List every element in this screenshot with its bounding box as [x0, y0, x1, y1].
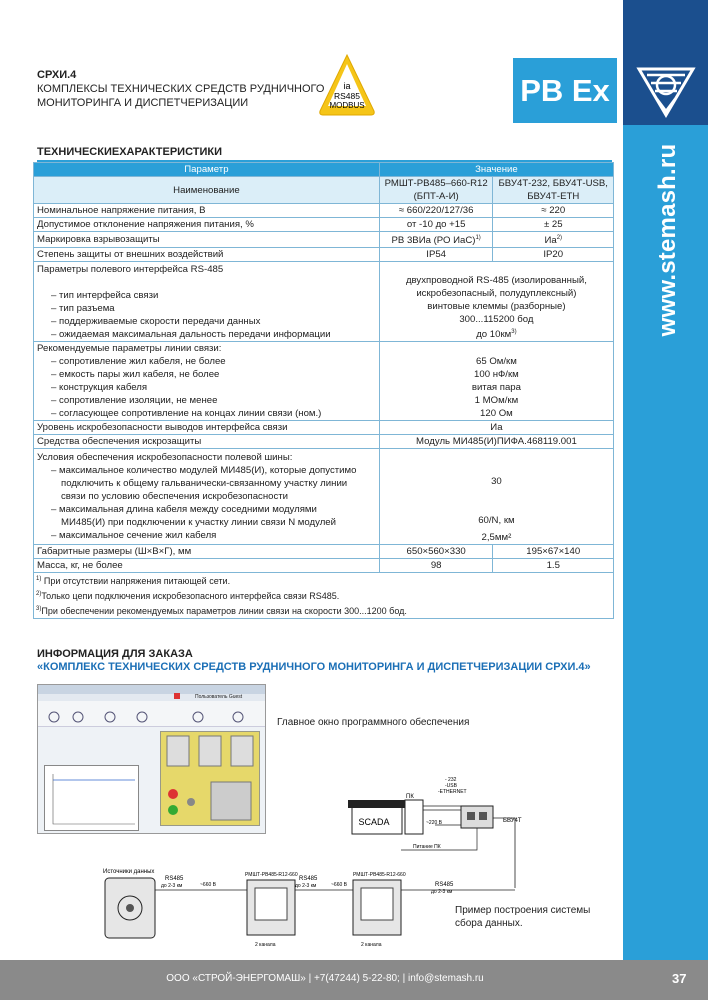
pc-tower-icon: [405, 800, 423, 834]
col-value-header: Значение: [379, 163, 613, 177]
col-param-header: Параметр: [34, 163, 380, 177]
badge-line-2: RS485: [334, 91, 360, 101]
product-code: СРХИ.4: [37, 69, 77, 81]
table-row: Габаритные размеры (Ш×В×Г), мм 650×560×330 195×67×140: [34, 545, 614, 559]
table-header-row: [34, 163, 614, 177]
table-row: Масса, кг, не более 98 1.5: [34, 559, 614, 573]
category-label: PB Ex: [520, 72, 610, 108]
badge-line-3: MODBUS: [329, 101, 365, 110]
table-row: Параметры полевого интерфейса RS-485 – тип интерфейса связи – тип разъема – поддерживаемые скорости передачи данных – ожидаемая максимальная дальность передачи информации двухпроводной RS-485 (изолированный, искробезопасный, полудуплексный) винтовые клеммы (разборные) 300...115200 бод до $10км^{3)}$: [34, 262, 614, 342]
iface-232-label: - 232: [445, 777, 457, 783]
table-row: [34, 177, 614, 204]
category-block: [513, 58, 617, 123]
name-label: Наименование: [34, 177, 380, 204]
v660-label-1: ~660 В: [200, 882, 216, 888]
ordering-subtitle: «КОМПЛЕКС ТЕХНИЧЕСКИХ СРЕДСТВ РУДНИЧНОГО МОНИТОРИНГА И ДИСПЕТЧЕРИЗАЦИИ СРХИ.4»: [37, 661, 591, 673]
table-row: Рекомендуемые параметры линии связи: – сопротивление жил кабеля, не более – емкость пары жил кабеля, не более – конструкция кабеля – сопротивление изоляции, не менее – согласующее сопротивление на концах линии связи (ном.) 65 Ом/км 100 нФ/км витая пара 1 МОм/км 120 Ом: [34, 342, 614, 421]
header-title-line-2: МОНИТОРИНГА И ДИСПЕТЧЕРИЗАЦИИ: [37, 97, 249, 109]
rs485-label-1: RS485: [165, 876, 184, 882]
rmsht-label-1: РМШТ-РВ485-R12-660: [245, 872, 298, 878]
bvu4t-label: БВУ4Т: [503, 818, 522, 824]
badge-line-1: ia: [343, 81, 351, 91]
footnotes-row: $^{1)}$ При отсутствии напряжения питающей сети. $^{2)}$Только цепи подключения искробезопасного интерфейса связи RS485. $^{3)}$При обеспечении рекомендуемых параметров линии связи на скорости 300...1200 бод.: [34, 573, 614, 619]
table-row: Маркировка взрывозащиты РВ 3ВИа (РО ИаС)$^{1)}$ $Иа^{2)}$: [34, 232, 614, 248]
specs-title: ТЕХНИЧЕСКИЕХАРАКТЕРИСТИКИ: [37, 146, 223, 158]
channels-label-2: 2 канала: [361, 942, 382, 948]
pc-label: ПК: [406, 794, 414, 800]
table-row: Допустимое отклонение напряжения питания, % от -10 до +15 ± 25: [34, 218, 614, 232]
website-vertical: [654, 143, 681, 337]
ordering-title: ИНФОРМАЦИЯ ДЛЯ ЗАКАЗА: [37, 648, 193, 660]
screenshot-status-icon: [174, 693, 180, 699]
table-row: Уровень искробезопасности выводов интерфейса связи Иа: [34, 421, 614, 435]
ia-rs485-modbus-badge: [316, 51, 378, 119]
screenshot-caption: Главное окно программного обеспечения: [277, 717, 470, 728]
header-title-line-1: КОМПЛЕКСЫ ТЕХНИЧЕСКИХ СРЕДСТВ РУДНИЧНОГО: [37, 83, 325, 95]
upto-label-1: до 2-3 км: [161, 883, 183, 889]
table-row: Степень защиты от внешних воздействий IP54 IP20: [34, 248, 614, 262]
example-caption: Пример построения системы сбора данных.: [455, 905, 591, 929]
footer-address[interactable]: ООО «СТРОЙ-ЭНЕРГОМАШ» | +7(47244) 5-22-80; | info@stemash.ru: [166, 973, 484, 984]
model-2: БВУ4Т-232, БВУ4Т-USB, БВУ4Т-ЕТН: [493, 177, 614, 204]
screenshot-titlebar: [38, 685, 265, 694]
rs485-label-2: RS485: [299, 876, 318, 882]
rmsht-label-2: РМШТ-РВ485-R12-660: [353, 872, 406, 878]
iface-eth-label: -ETHERNET: [438, 789, 467, 795]
scada-label: SCADA: [358, 817, 390, 827]
table-row: Условия обеспечения искробезопасности полевой шины: – максимальное количество модулей МИ485(И), которые допустимо подключить к общему гальванически-связанному участку линии связи по условию обеспечения искробезопасности – максимальная длина кабеля между соседними модулями МИ485(И) при подключении к участку линии связи N модулей – максимальное сечение жил кабеля 30 60/N, км 2,5мм²: [34, 449, 614, 545]
table-row: Средства обеспечения искрозащиты Модуль МИ485(И)ПИФА.468119.001: [34, 435, 614, 449]
table-row: Номинальное напряжение питания, В ≈ 660/220/127/36 ≈ 220: [34, 204, 614, 218]
page-number: 37: [672, 971, 687, 986]
upto-label-2: до 2-3 км: [295, 883, 317, 889]
bvu4t-icon: [461, 806, 493, 828]
channels-label-1: 2 канала: [255, 942, 276, 948]
v660-label-2: ~660 В: [331, 882, 347, 888]
iface-usb-label: -USB: [445, 783, 457, 789]
screenshot-device-icons: [38, 701, 267, 731]
page-footer: [0, 960, 708, 1000]
v220-label: ~220 В: [426, 820, 442, 826]
specs-table: [33, 162, 614, 619]
pc-power-label: Питание ПК: [413, 844, 441, 850]
company-logo-icon: [635, 63, 697, 119]
upto-label-3: до 2-3 км: [431, 889, 453, 895]
sources-label: Источники данных: [103, 869, 155, 875]
screenshot-user-label: Пользователь Guest: [195, 694, 243, 700]
website-text[interactable]: www.stemash.ru: [654, 143, 681, 337]
model-1: РМШТ-РВ485–660-R12 (БПТ-А-И): [379, 177, 493, 204]
right-sidebar: [623, 0, 708, 1000]
rs485-label-3: RS485: [435, 882, 454, 888]
